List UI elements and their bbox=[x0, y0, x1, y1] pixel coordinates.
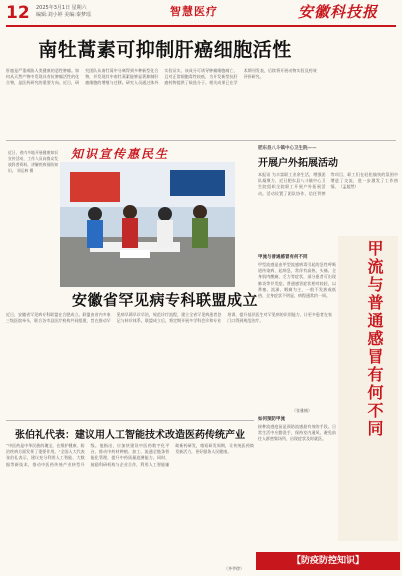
bottom-headline: 张伯礼代表：建议用人工智能技术改造医药传统产业 bbox=[15, 430, 245, 441]
divider-2 bbox=[6, 420, 254, 421]
main-article-body: 肝癌是严重威胁人类健康的恶性肿瘤。如何从天然产物中发现具有抗肿瘤活性的化合物，是医药研究的重要方向。近日，研究团队从南牡蒿中分离得到多种新型化合物，并发现其中南牡蒿素能够显著抑制肝癌细胞的增殖与迁移。研究人员通过体外实验证实，该成分可诱导肿瘤细胞凋亡，且对正常细胞毒性较低，为开发新型抗肝癌药物提供了候选分子。相关成果已在学术期刊发表，后续将开展动物实验及药效评价研究。 bbox=[6, 68, 317, 86]
section-banner: 知识宣传惠民生 bbox=[70, 147, 169, 161]
side-kicker: 肥东县八斗镇中心卫生院—— bbox=[258, 146, 317, 151]
sidebar-subhead-1: 甲流与普通感冒有何不同 bbox=[258, 255, 308, 260]
sidebar-subhead-2: 如何预防甲流 bbox=[258, 417, 285, 422]
header-meta bbox=[36, 5, 91, 19]
divider-1 bbox=[6, 140, 396, 141]
sidebar-body-1: 甲型流感是由甲型流感病毒引起的急性呼吸道传染病，起病急，常伴有高热、头痛、全身肌肉酸痛、乏力等症状，部分患者可出现肺炎等并发症。普通感冒症状相对较轻，以鼻塞、流涕、咽痛为主，一般不发热或低热，全身症状不明显，病程通常约一周。 bbox=[258, 262, 336, 299]
photo-caption: 近日，省内多地开展健康知识宣传活动，工作人员向群众发放科普资料，讲解疾病预防知识。 刘运林 摄 bbox=[8, 150, 58, 173]
bottom-band-title: 【防疫防控知识】 bbox=[291, 556, 364, 566]
sidebar-article bbox=[258, 250, 336, 546]
main-headline: 南牡蒿素可抑制肝癌细胞活性 bbox=[38, 39, 292, 61]
side-article-body: 本报讯 为丰富职工业余生活，增强团队凝聚力，近日肥东县八斗镇中心卫生院组织全院职工开展户外拓展活动。活动设置了团队协作、信任背摔等项目，职工们在轻松愉快的氛围中增进了交流，进一步激发了工作热情。（孟超然） bbox=[258, 172, 398, 196]
bottom-article-body: “中医药是中华民族的瑰宝，在维护健康、防治疾病方面发挥了重要作用。”全国人大代表张伯礼表示，建议充分利用人工智能、大数据等新技术，推动中医药传统产业转型升级。他指出，应加快建设中医药数字化平台，推动中药材种植、加工、流通全链条智能化管理，提升中药质量追溯能力。同时，鼓励科研机构与企业合作，利用人工智能辅助新药研发，缩短研发周期，让传统医药焕发新活力，更好服务人民健康。 bbox=[6, 443, 254, 467]
bottom-knowledge-band bbox=[256, 552, 400, 570]
bottom-author: （齐爷徐） bbox=[224, 566, 244, 571]
event-photo bbox=[60, 162, 235, 287]
side-headline: 开展户外拓展活动 bbox=[258, 158, 338, 169]
sidebar-body-2: 接种流感疫苗是预防流感最有效的手段。日常生活中应勤洗手，保持室内通风，避免前往人群密集场所，出现症状及时就医。 bbox=[258, 424, 336, 442]
side-article bbox=[258, 145, 398, 245]
header-date: 2025年3月1日 星期六 bbox=[36, 5, 87, 11]
sidebar-vertical-title: 甲流与普通感冒有何不同 bbox=[365, 240, 384, 438]
section-title: 智慧医疗 bbox=[170, 5, 218, 18]
page-number: 12 bbox=[6, 3, 30, 23]
event-photo-illustration bbox=[60, 162, 235, 287]
header-editor: 编辑:刘小婷 美编:秦梦瑶 bbox=[36, 12, 91, 18]
newspaper-brand: 安徽科技报 bbox=[298, 3, 379, 21]
side-column bbox=[8, 150, 58, 290]
rare-disease-headline: 安徽省罕见病专科联盟成立 bbox=[71, 291, 258, 309]
rare-disease-body: 近日，安徽省罕见病专科联盟在合肥成立。联盟由省内多家三级医院牵头，联合各市县医疗机构共同组建，旨在推动罕见病早筛早诊早治，规范诊疗流程，建立全省罕见病患者登记与转诊体系。联盟成立后，将定期开展多学科会诊和专业培训，提升基层医生对罕见病的识别能力，让更多患者在家门口得到规范治疗。 bbox=[6, 312, 332, 324]
rare-disease-author: （张雅楠） bbox=[292, 408, 312, 413]
header-rule bbox=[6, 25, 396, 27]
